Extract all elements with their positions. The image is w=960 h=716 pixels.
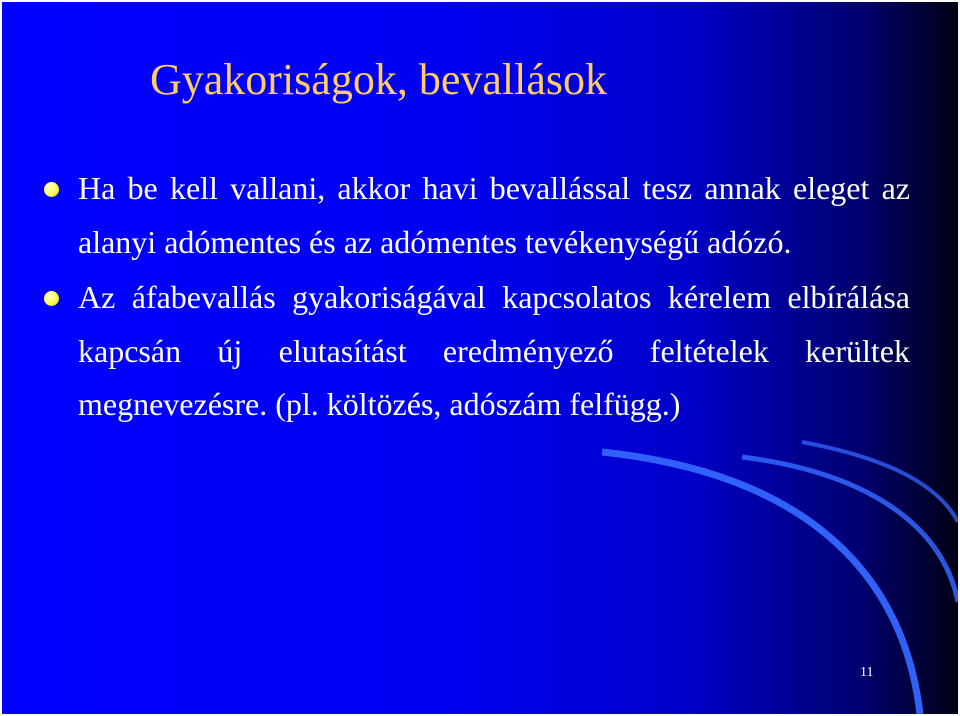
bullet-dot-icon: [44, 182, 59, 197]
stripe-curve-3: [802, 442, 958, 522]
bullet-dot-icon: [44, 291, 59, 306]
bullet-text: Ha be kell vallani, akkor havi bevallással tesz annak eleget az alanyi adómentes és az adómentes tevékenységű adózó.: [78, 170, 910, 260]
bullet-item: [42, 271, 910, 432]
slide: [2, 2, 958, 714]
stripe-curve-2: [742, 457, 958, 602]
bullet-item: [42, 162, 910, 269]
bullet-list: [42, 162, 910, 434]
slide-title: Gyakoriságok, bevallások: [150, 55, 607, 104]
bullet-text: Az áfabevallás gyakoriságával kapcsolatos kérelem elbírálása kapcsán új elutasítást eredményező feltételek kerültek megnevezésre. (pl. költözés, adószám felfügg.): [78, 279, 910, 422]
page-number: 11: [860, 665, 874, 680]
